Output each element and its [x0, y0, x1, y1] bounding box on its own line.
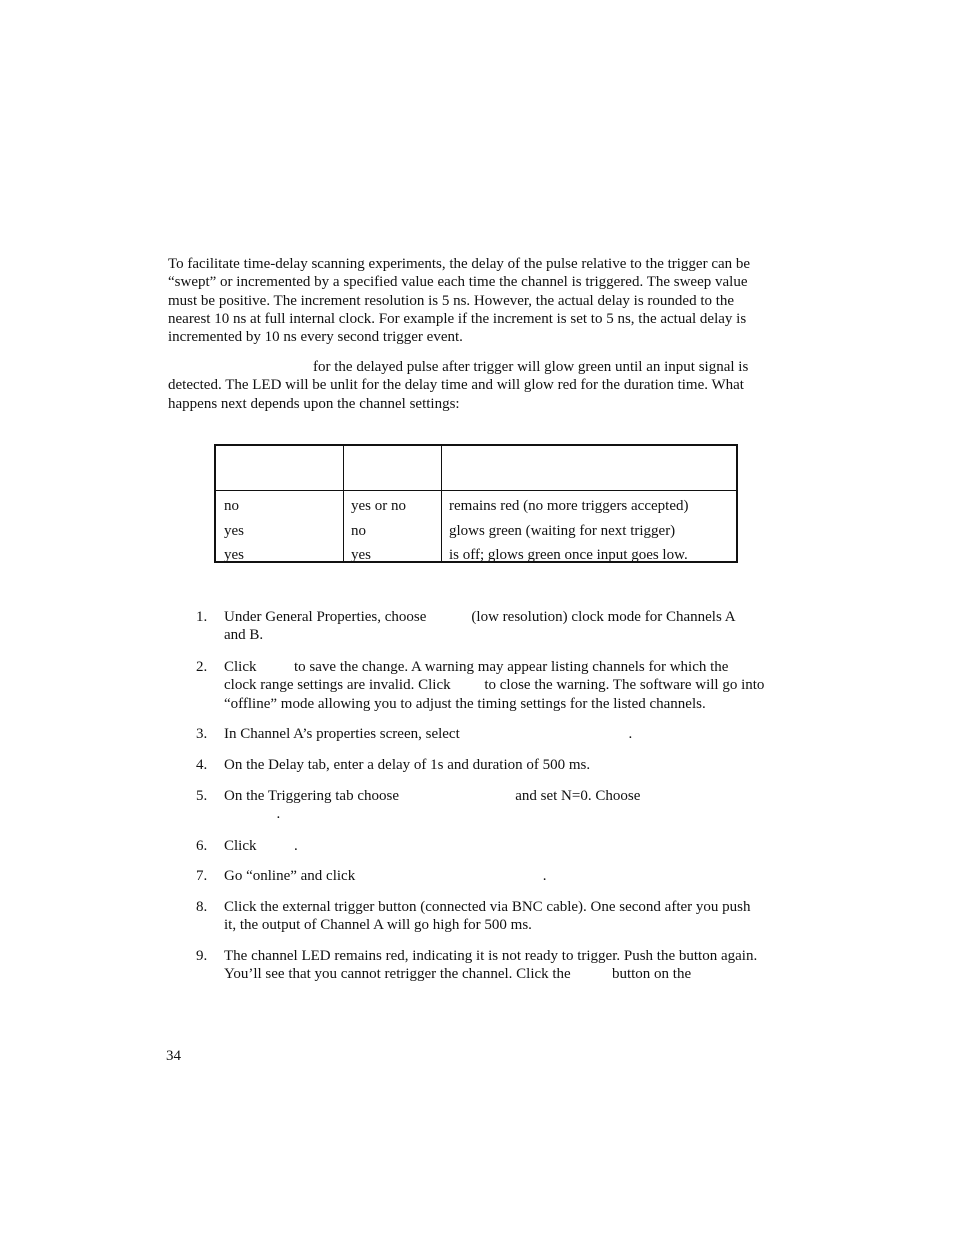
text-line: “swept” or incremented by a specified value each time the channel is triggered. The sweep value — [168, 274, 748, 291]
text-line: for the delayed pulse after trigger will glow green until an input signal is — [313, 359, 749, 375]
step-text: The channel LED remains red, indicating it is not ready to trigger. Push the button again. — [224, 948, 758, 964]
table-cell: yes — [224, 547, 244, 563]
step-number: 5. — [196, 788, 208, 804]
table-cell: yes — [351, 547, 371, 563]
step-text: . — [224, 806, 281, 823]
table-cell: remains red (no more triggers accepted) — [449, 498, 689, 514]
step-text: Click to save the change. A warning may appear listing channels for which the — [224, 659, 729, 675]
step-text: it, the output of Channel A will go high for 500 ms. — [224, 917, 532, 934]
step-text: Go “online” and click . — [224, 868, 547, 884]
step-text: You’ll see that you cannot retrigger the channel. Click the button on the — [224, 966, 692, 983]
step-text: Click the external trigger button (connected via BNC cable). One second after you push — [224, 899, 751, 915]
step-text: “offline” mode allowing you to adjust the timing settings for the listed channels. — [224, 695, 706, 712]
step-number: 9. — [196, 948, 208, 964]
step-text: Under General Properties, choose (low resolution) clock mode for Channels A — [224, 609, 736, 625]
paragraph-sweep — [168, 255, 788, 346]
step-number: 4. — [196, 757, 208, 773]
table-cell: glows green (waiting for next trigger) — [449, 523, 676, 539]
column-divider — [441, 446, 442, 561]
table-cell: no — [351, 523, 366, 539]
step-number: 2. — [196, 659, 208, 675]
table-cell: yes — [224, 523, 244, 539]
header-divider — [216, 490, 736, 491]
step-number: 1. — [196, 609, 208, 625]
column-divider — [343, 446, 344, 561]
step-text: clock range settings are invalid. Click to close the warning. The software will go into — [224, 677, 765, 694]
text-line: detected. The LED will be unlit for the delay time and will glow red for the duration time. What — [168, 377, 744, 394]
text-line: To facilitate time-delay scanning experiments, the delay of the pulse relative to the trigger can be — [168, 256, 751, 272]
paragraph-led — [168, 358, 788, 413]
channel-led-table — [214, 444, 738, 563]
step-text: On the Triggering tab choose and set N=0. Choose — [224, 788, 641, 804]
step-text: In Channel A’s properties screen, select . — [224, 726, 633, 742]
step-text: On the Delay tab, enter a delay of 1s and duration of 500 ms. — [224, 757, 591, 773]
table-cell: is off; glows green once input goes low. — [449, 547, 688, 563]
text-line: incremented by 10 ns every second trigger event. — [168, 329, 463, 346]
text-line: must be positive. The increment resolution is 5 ns. However, the actual delay is rounded to the — [168, 292, 735, 309]
page-number: 34 — [166, 1048, 181, 1064]
step-number: 6. — [196, 838, 208, 854]
step-number: 7. — [196, 868, 208, 884]
table-cell: yes or no — [351, 498, 406, 514]
text-line: nearest 10 ns at full internal clock. For example if the increment is set to 5 ns, the actual delay is — [168, 310, 747, 327]
step-number: 8. — [196, 899, 208, 915]
step-number: 3. — [196, 726, 208, 742]
step-text: Click . — [224, 838, 298, 854]
step-text: and B. — [224, 627, 264, 644]
text-line: happens next depends upon the channel settings: — [168, 395, 460, 412]
table-cell: no — [224, 498, 239, 514]
